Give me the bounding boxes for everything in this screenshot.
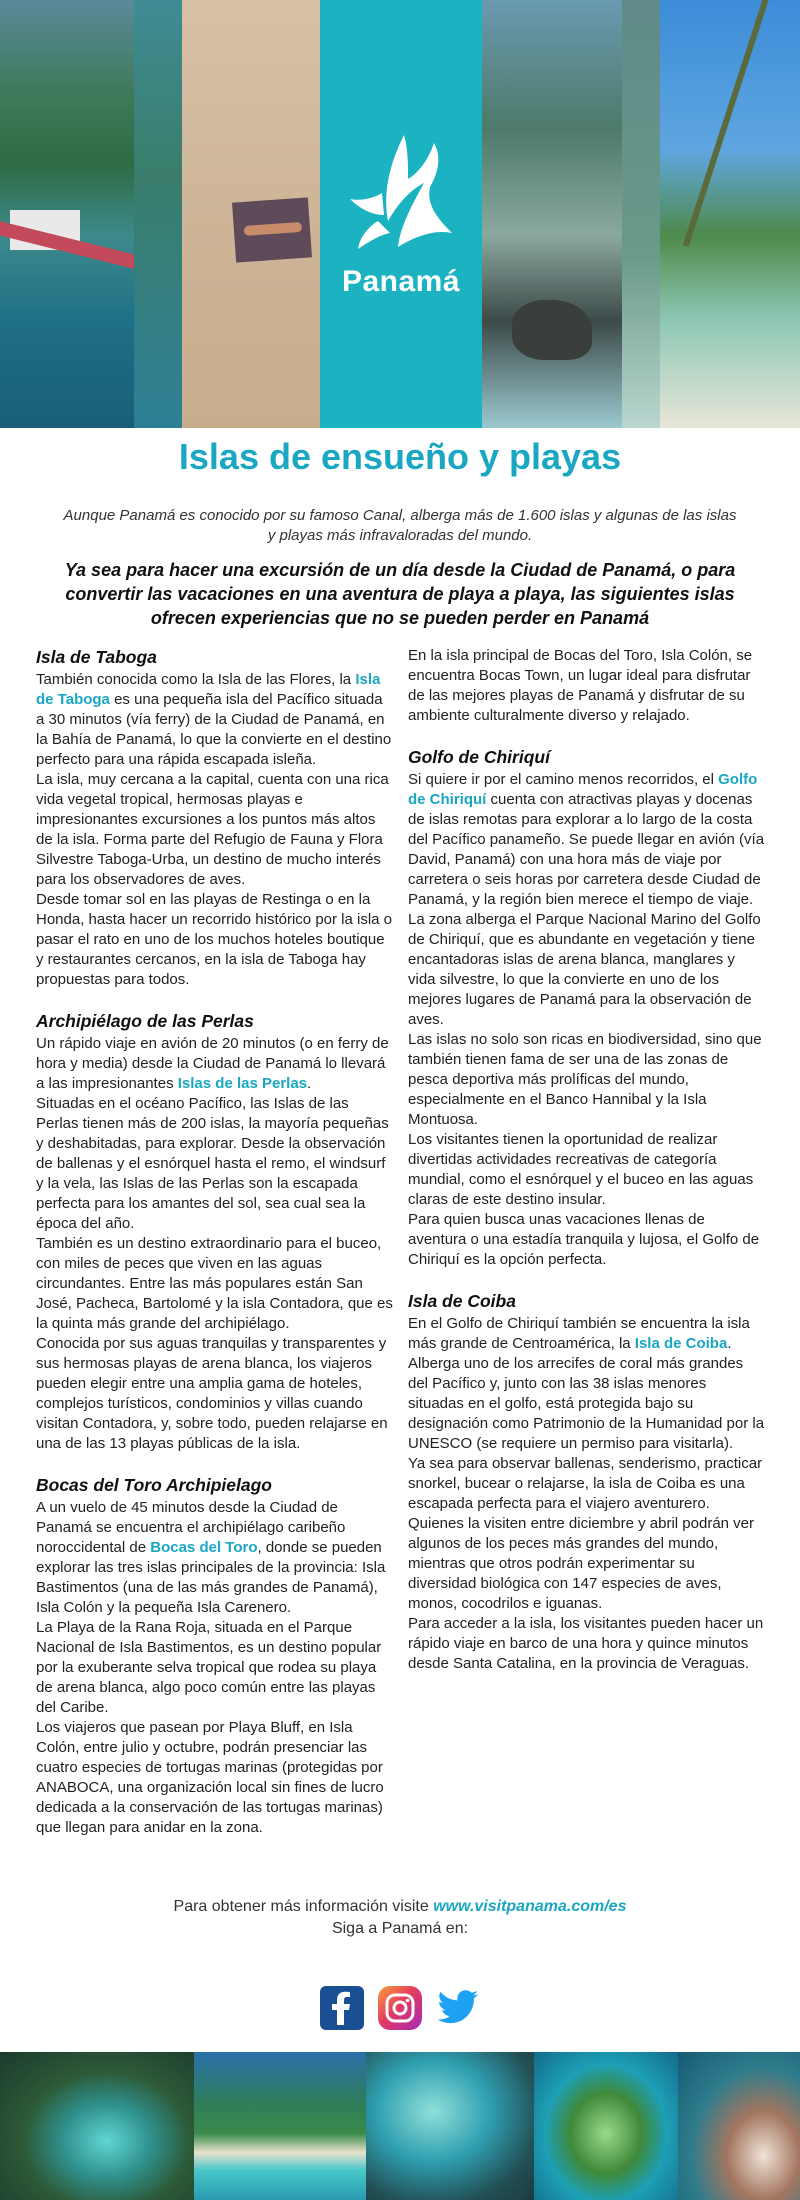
section-heading: Bocas del Toro Archipielago xyxy=(36,1475,272,1495)
section-taboga xyxy=(36,646,394,990)
paragraph: La Playa de la Rana Roja, situada en el Parque Nacional de Isla Bastimentos, es un destino popular por la exuberante selva tropical que rodea su playa de arena blanca, algo poco común entre las playas del Caribe. xyxy=(36,1619,382,1716)
photo-rocky-shore xyxy=(482,0,622,428)
paragraph: En el Golfo de Chiriquí también se encuentra la isla más grande de Centroamérica, la Isla de Coiba. Alberga uno de los arrecifes de coral más grandes del Pacífico y, junto con las 38 islas menores situadas en el golfo, está protegida bajo su designación como Patrimonio de la Humanidad por la UNESCO (se requiere un permiso para visitarla). xyxy=(408,1315,765,1452)
follow-label: Siga a Panamá en: xyxy=(331,1920,469,1937)
paragraph: Conocida por sus aguas tranquilas y transparentes y sus hermosas playas de arena blanca, los viajeros pueden elegir entre una amplia gama de hoteles, complejos turísticos, condominios y villas cuando visitan Contadora, y, sobre todo, pueden relajarse en una de las 13 playas públicas de la isla. xyxy=(36,1335,388,1452)
photo-strip-green xyxy=(622,0,660,428)
paragraph: Para acceder a la isla, los visitantes pueden hacer un rápido viaje en barco de una hora y quince minutos desde Santa Catalina, en la provincia de Veraguas. xyxy=(408,1615,764,1672)
paragraph: Los visitantes tienen la oportunidad de realizar divertidas actividades recreativas de categoría mundial, como el esnórquel y el buceo en las aguas claras de este destino insular. xyxy=(408,1131,754,1208)
hero-banner xyxy=(0,0,800,428)
paragraph: Ya sea para observar ballenas, senderismo, practicar snorkel, bucear o relajarse, la isla de Coiba es una escapada perfecta para el viajero aventurero. xyxy=(408,1455,763,1512)
photo-palm-beach xyxy=(660,0,800,428)
left-column xyxy=(36,646,394,1858)
panama-logo xyxy=(342,129,460,299)
coiba-link[interactable]: Isla de Coiba xyxy=(634,1335,728,1352)
paragraph: También es un destino extraordinario para el buceo, con miles de peces que viven en las aguas circundantes. Entre las más populares están San José, Pacheca, Bartolomé y la isla Contadora, que es la quinta más grande del archipiélago. xyxy=(36,1235,393,1332)
logo-wordmark: Panamá xyxy=(341,265,461,298)
twitter-icon[interactable] xyxy=(436,1986,480,2030)
paragraph: Quienes la visiten entre diciembre y abril podrán ver algunos de los peces más grandes del mundo, mientras que otros podrán experimentar su diversidad biológica con 147 especies de aves, monos, cocodrilos e iguanas. xyxy=(408,1515,755,1612)
section-chiriqui xyxy=(408,746,766,1270)
paragraph: En la isla principal de Bocas del Toro, Isla Colón, se encuentra Bocas Town, un lugar ideal para disfrutar de las mejores playas de Panamá y disfrutar de su ambiente culturalmente diverso y relajado. xyxy=(408,647,753,724)
perlas-link[interactable]: Islas de las Perlas xyxy=(177,1075,308,1092)
bottom-photo-strip xyxy=(0,2052,800,2200)
taboga-link[interactable]: Isla de Taboga xyxy=(36,671,381,708)
paragraph: Para quien busca unas vacaciones llenas de aventura o una estadía tranquila y lujosa, el Golfo de Chiriquí es la opción perfecta. xyxy=(408,1211,760,1268)
info-line: Para obtener más información visite www.visitpanama.com/es xyxy=(173,1898,627,1915)
photo-aerial-island xyxy=(534,2052,678,2200)
photo-aerial-beach xyxy=(194,2052,366,2200)
footer-info xyxy=(0,1896,800,1940)
visitpanama-link[interactable]: www.visitpanama.com/es xyxy=(433,1898,627,1915)
chiriqui-link[interactable]: Golfo de Chiriquí xyxy=(408,771,758,808)
butterfly-logo-icon xyxy=(342,129,460,269)
section-coiba xyxy=(408,1290,766,1674)
photo-strip-teal xyxy=(134,0,182,428)
section-heading: Archipiélago de las Perlas xyxy=(36,1011,254,1031)
instagram-icon[interactable] xyxy=(378,1986,422,2030)
section-heading: Isla de Coiba xyxy=(408,1291,516,1311)
section-perlas xyxy=(36,1010,394,1454)
paragraph: Si quiere ir por el camino menos recorridos, el Golfo de Chiriquí cuenta con atractivas playas y docenas de islas remotas para explorar a lo largo de la costa del Pacífico panameño. Se puede llegar en avión (vía David, Panamá) con una hora más de viaje por carretera o seis horas por carretera desde Ciudad de Panamá, y la región bien merece el tiempo de viaje. xyxy=(408,771,765,908)
photo-aerial-sandbar xyxy=(678,2052,800,2200)
photo-aerial-lagoon xyxy=(0,2052,194,2200)
social-links xyxy=(0,1986,800,2030)
bocas-link[interactable]: Bocas del Toro xyxy=(150,1539,258,1556)
paragraph: La isla, muy cercana a la capital, cuenta con una rica vida vegetal tropical, hermosas playas e impresionantes excursiones a los puntos más altos de la isla. Forma parte del Refugio de Fauna y Flora Silvestre Taboga-Urba, un destino de mucho interés para los observadores de aves. xyxy=(36,771,389,888)
photo-sunbather-beach xyxy=(182,0,320,428)
paragraph: La zona alberga el Parque Nacional Marino del Golfo de Chiriquí, que es abundante en vegetación y tiene encantadoras islas de arena blanca, manglares y vida silvestre, lo que la convierte en uno de los mejores lugares de Panamá para la observación de aves. xyxy=(408,911,761,1028)
intro-text: Aunque Panamá es conocido por su famoso Canal, alberga más de 1.600 islas y algunas de las islas y playas más infravaloradas del mundo. xyxy=(63,507,737,544)
photo-taboga-pier xyxy=(0,0,134,428)
paragraph: Desde tomar sol en las playas de Restinga o en la Honda, hasta hacer un recorrido histórico por la isla o pasar el rato en uno de los muchos hoteles boutique y restaurantes cercanos, en la isla de Taboga hay propuestas para todos. xyxy=(36,891,393,988)
paragraph: Situadas en el océano Pacífico, las Islas de las Perlas tienen más de 200 islas, la mayoría pequeñas y deshabitadas, para explorar. Desde la observación de ballenas y el esnórquel hasta el remo, el windsurf y la vela, las Islas de las Perlas son la escapada perfecta para los amantes del sol, sea cual sea la época del año. xyxy=(36,1095,389,1232)
paragraph: Un rápido viaje en avión de 20 minutos (o en ferry de hora y media) desde la Ciudad de Panamá lo llevará a las impresionantes Islas de las Perlas. xyxy=(36,1035,389,1092)
lead-text: Ya sea para hacer una excursión de un día desde la Ciudad de Panamá, o para convertir las vacaciones en una aventura de playa a playa, las siguientes islas ofrecen experiencias que no se pueden perder en Panamá xyxy=(64,560,736,628)
section-heading: Golfo de Chiriquí xyxy=(408,747,550,767)
facebook-icon[interactable] xyxy=(320,1986,364,2030)
paragraph: También conocida como la Isla de las Flores, la Isla de Taboga es una pequeña isla del Pacífico situada a 30 minutos (vía ferry) de la Ciudad de Panamá, en la Bahía de Panamá, lo que la convierte en el destino perfecto para una rápida escapada isleña. xyxy=(36,671,392,768)
page-title: Islas de ensueño y playas xyxy=(178,436,622,477)
photo-aerial-reef xyxy=(366,2052,534,2200)
paragraph: A un vuelo de 45 minutos desde la Ciudad de Panamá se encuentra el archipiélago caribeño noroccidental de Bocas del Toro, donde se pueden explorar las tres islas principales de la provincia: Isla Bastimentos (una de las más grandes de Panamá), Isla Colón y la pequeña Isla Carenero. xyxy=(36,1499,386,1616)
logo-panel xyxy=(320,0,482,428)
section-bocas xyxy=(36,1474,394,1838)
paragraph: Las islas no solo son ricas en biodiversidad, sino que también tienen fama de ser una de las zonas de pesca deportiva más prolíficas del mundo, especialmente en el Banco Hannibal y la Isla Montuosa. xyxy=(408,1031,762,1128)
section-heading: Isla de Taboga xyxy=(36,647,157,667)
paragraph: Los viajeros que pasean por Playa Bluff, en Isla Colón, entre julio y octubre, podrán presenciar las cuatro especies de tortugas marinas (protegidas por ANABOCA, una organización local sin fines de lucro dedicada a la conservación de las tortugas marinas) que llegan para anidar en la zona. xyxy=(36,1719,384,1836)
section-bocas-continued xyxy=(408,646,766,726)
right-column xyxy=(408,646,766,1694)
